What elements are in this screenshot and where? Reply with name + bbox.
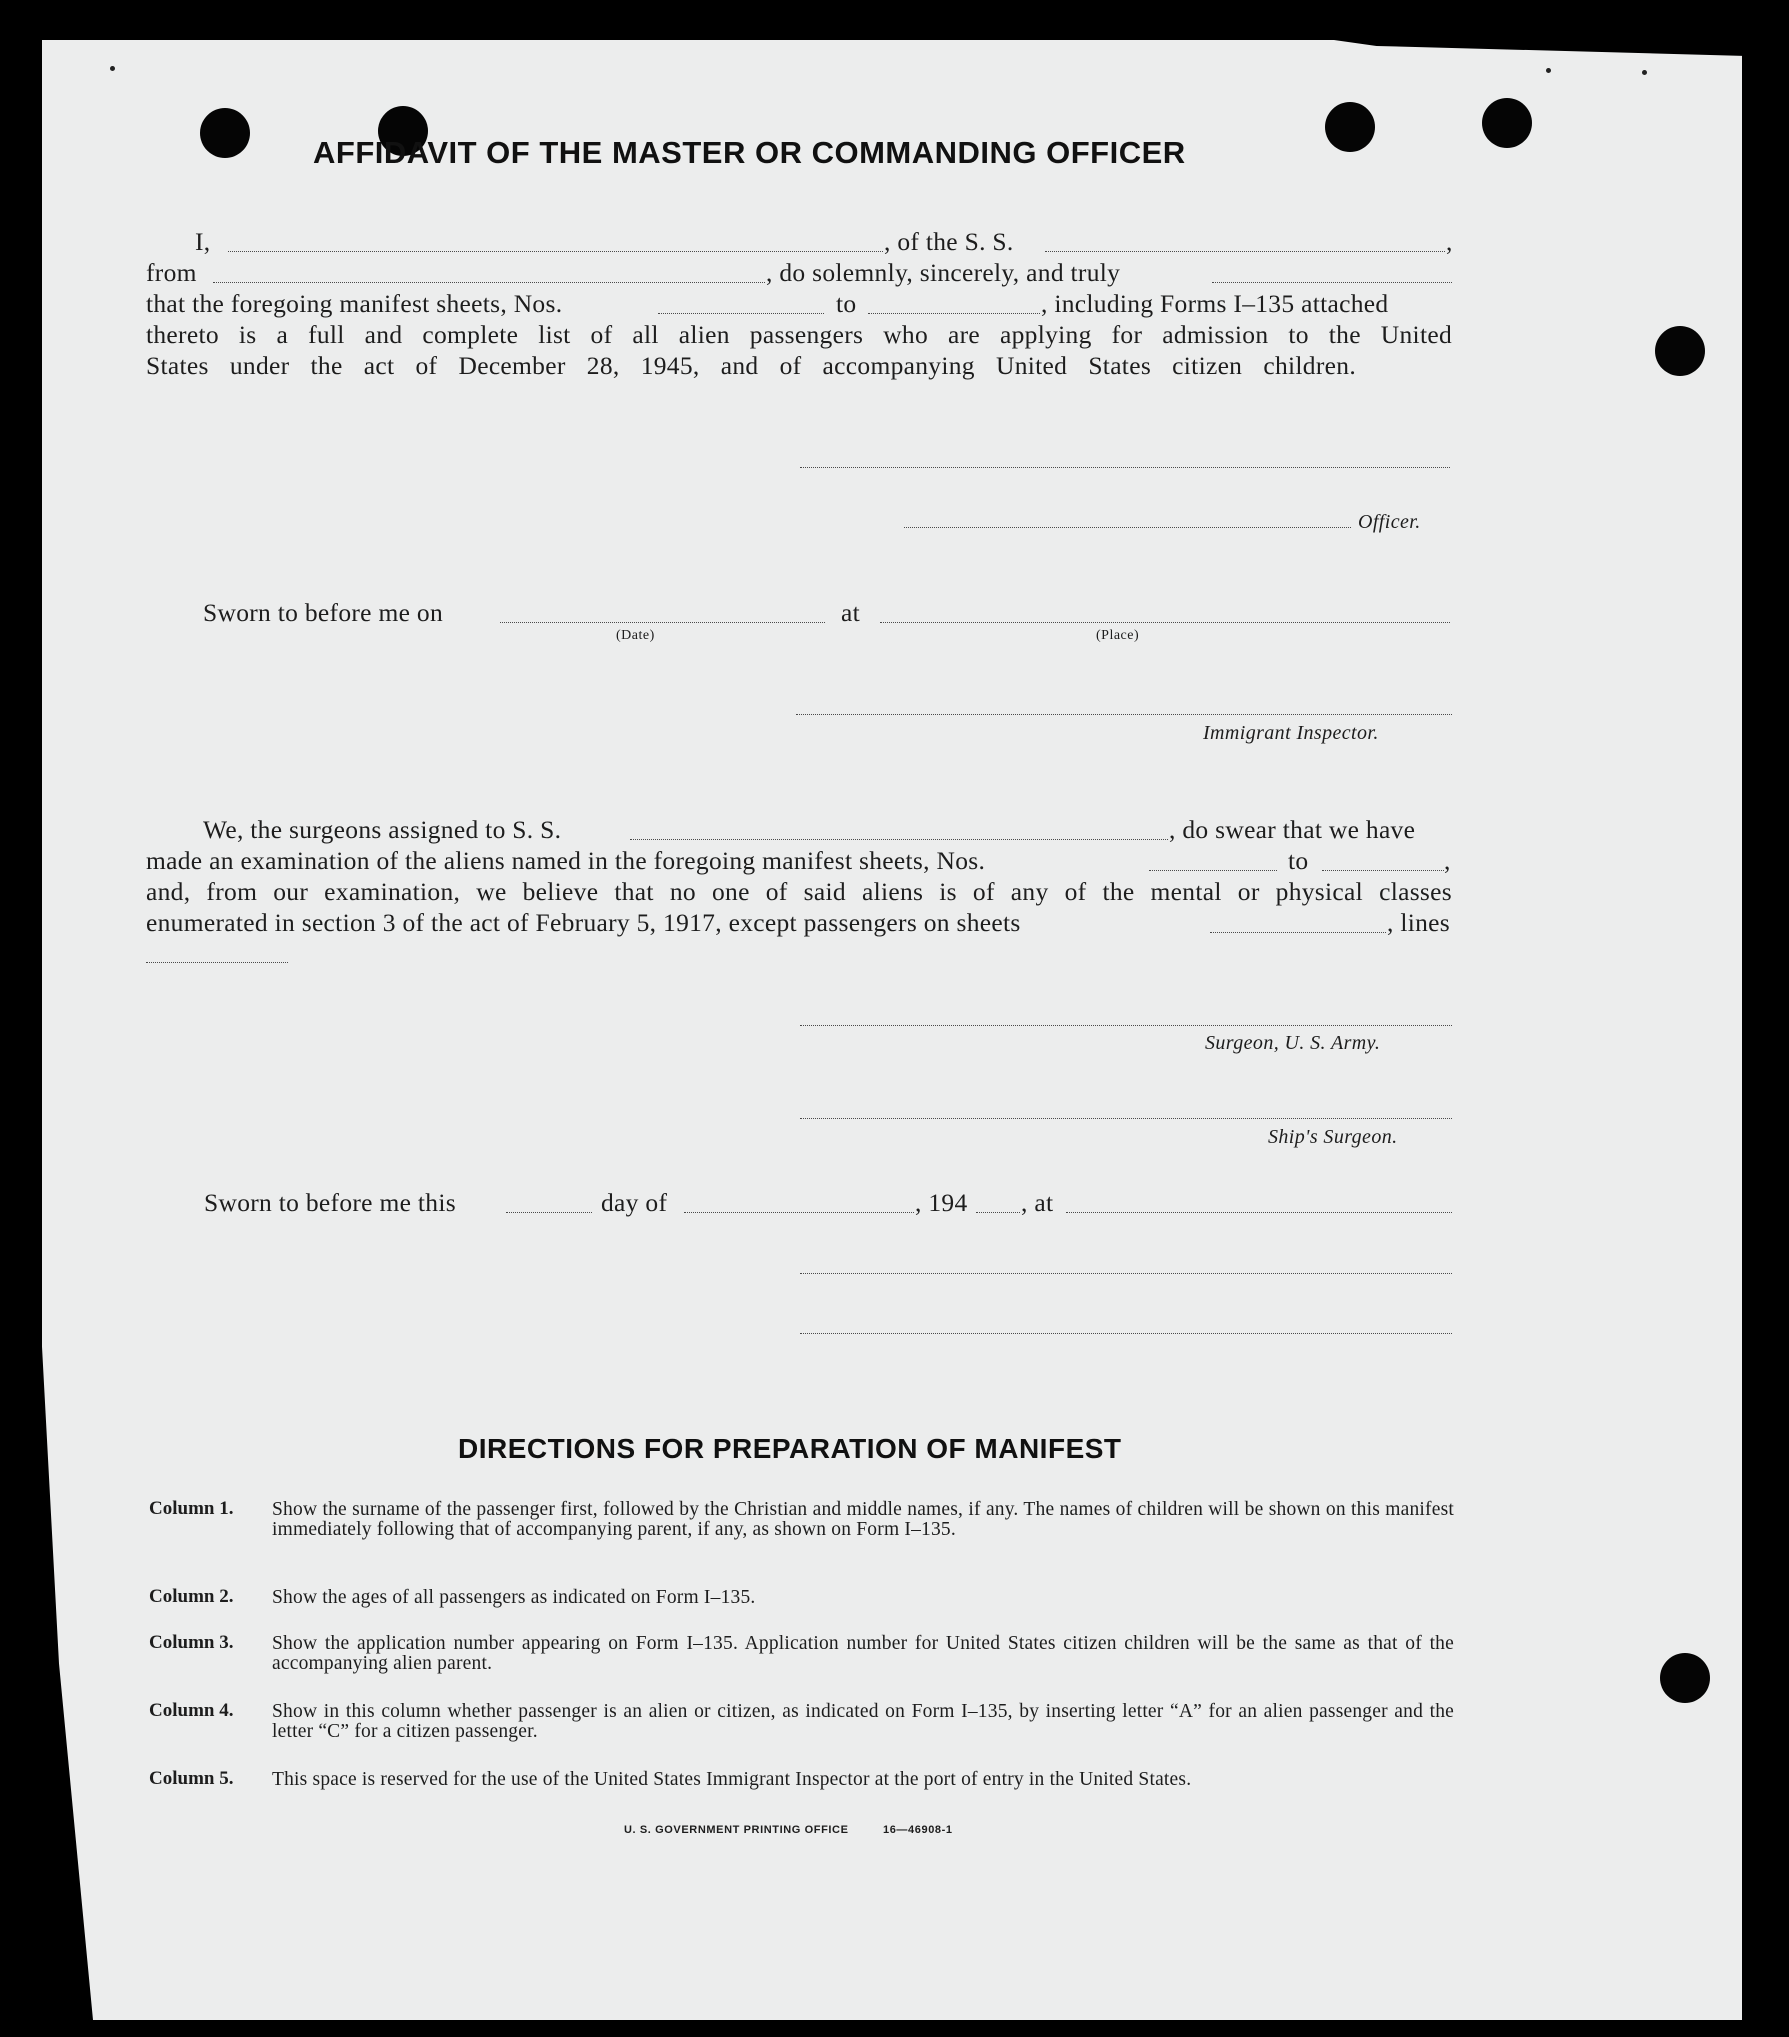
sworn2-text-1: Sworn to before me this — [204, 1188, 456, 1217]
oath-field[interactable] — [1212, 282, 1452, 283]
text-manifest-sheets: that the foregoing manifest sheets, Nos. — [146, 289, 563, 318]
surgeons-text-comma: , — [1444, 846, 1451, 875]
sworn2-text-at: , at — [1021, 1188, 1054, 1217]
surgeons-ship-field[interactable] — [630, 839, 1168, 840]
surgeons-sheet-to-field[interactable] — [1322, 870, 1444, 871]
ship-surgeon-signature-line[interactable] — [800, 1118, 1452, 1119]
text-comma: , — [1446, 227, 1453, 256]
direction-text: Show the application number appearing on Form I–135. Application number for United States citizen children will be the same as that of the accompanying alien parent. — [272, 1633, 1454, 1674]
affidavit-line-4: thereto is a full and complete list of all alien passengers who are applying for admission to the United — [146, 320, 1452, 349]
place-caption: (Place) — [1096, 628, 1140, 643]
text-of-the-ss: , of the S. S. — [884, 227, 1014, 256]
direction-label: Column 2. — [149, 1586, 234, 1607]
officer-label: Officer. — [1358, 511, 1421, 533]
direction-text: Show the ages of all passengers as indicated on Form I–135. — [272, 1587, 756, 1608]
surgeons-text-4: enumerated in section 3 of the act of February 5, 1917, except passengers on sheets — [146, 908, 1021, 937]
direction-label: Column 4. — [149, 1700, 234, 1721]
master-name-field[interactable] — [228, 251, 883, 252]
direction-label: Column 5. — [149, 1768, 234, 1789]
ship-surgeon-label: Ship's Surgeon. — [1268, 1126, 1398, 1148]
surgeons-line-3: and, from our examination, we believe that no one of said aliens is of any of the mental or physical classes — [146, 877, 1452, 906]
sworn-on-text: Sworn to before me on — [203, 598, 443, 627]
except-sheets-field[interactable] — [1210, 932, 1386, 933]
punch-hole — [1325, 102, 1375, 152]
text-do-solemnly: , do solemnly, sincerely, and truly — [766, 258, 1121, 287]
sworn-at-text: at — [841, 598, 861, 627]
sworn2-signature-line-2[interactable] — [800, 1333, 1452, 1334]
punch-hole — [1655, 326, 1705, 376]
sworn2-text-year: , 194 — [915, 1188, 968, 1217]
affidavit-line-5: States under the act of December 28, 1945, and of accompanying United States citizen children. — [146, 351, 1356, 380]
officer-signature-line-2[interactable] — [904, 527, 1351, 528]
sworn-date-field[interactable] — [500, 622, 825, 623]
affidavit-title: AFFIDAVIT OF THE MASTER OR COMMANDING OFFICER — [313, 135, 1186, 170]
directions-title: DIRECTIONS FOR PREPARATION OF MANIFEST — [458, 1433, 1122, 1464]
punch-hole — [1482, 98, 1532, 148]
sworn-place-field[interactable] — [880, 622, 1450, 623]
speck — [110, 66, 115, 71]
surgeons-text-1: We, the surgeons assigned to S. S. — [203, 815, 562, 844]
date-caption: (Date) — [616, 628, 655, 643]
direction-text: Show in this column whether passenger is an alien or citizen, as indicated on Form I–135, by inserting letter “A” for an alien passenger and the letter “C” for a citizen passenger. — [272, 1701, 1454, 1742]
inspector-signature-line[interactable] — [796, 714, 1452, 715]
army-surgeon-signature-line[interactable] — [800, 1025, 1452, 1026]
sheet-to-field[interactable] — [868, 313, 1040, 314]
army-surgeon-label: Surgeon, U. S. Army. — [1205, 1032, 1381, 1054]
surgeons-sheet-from-field[interactable] — [1149, 870, 1277, 871]
direction-label: Column 3. — [149, 1632, 234, 1653]
port-from-field[interactable] — [213, 282, 765, 283]
sheet-from-field[interactable] — [658, 313, 824, 314]
form-code: 16—46908-1 — [883, 1824, 953, 1836]
punch-hole — [1660, 1653, 1710, 1703]
sworn2-text-day-of: day of — [601, 1188, 668, 1217]
except-lines-field[interactable] — [146, 962, 288, 963]
sworn2-signature-line-1[interactable] — [800, 1273, 1452, 1274]
sworn2-year-field[interactable] — [976, 1212, 1020, 1213]
text-including-forms: , including Forms I–135 attached — [1041, 289, 1389, 318]
inspector-label: Immigrant Inspector. — [1203, 722, 1379, 744]
punch-hole — [200, 108, 250, 158]
ship-name-field[interactable] — [1045, 251, 1445, 252]
direction-text: Show the surname of the passenger first, followed by the Christian and middle names, if any. The names of children will be shown on this manifest immediately following that of accompanying parent, if any, as shown on Form I–135. — [272, 1499, 1454, 1540]
direction-label: Column 1. — [149, 1498, 234, 1519]
sworn2-place-field[interactable] — [1066, 1212, 1452, 1213]
speck — [1642, 70, 1647, 75]
printing-office: U. S. GOVERNMENT PRINTING OFFICE — [624, 1824, 849, 1836]
surgeons-text-lines: , lines — [1387, 908, 1451, 937]
direction-text: This space is reserved for the use of the United States Immigrant Inspector at the port of entry in the United States. — [272, 1769, 1192, 1790]
text-to: to — [836, 289, 857, 318]
surgeons-text-2: , do swear that we have — [1169, 815, 1416, 844]
surgeons-text-to: to — [1288, 846, 1309, 875]
surgeons-text-3: made an examination of the aliens named in the foregoing manifest sheets, Nos. — [146, 846, 986, 875]
sworn2-month-field[interactable] — [684, 1212, 914, 1213]
text-from: from — [146, 258, 197, 287]
sworn2-day-field[interactable] — [506, 1212, 592, 1213]
officer-signature-line-1[interactable] — [800, 467, 1450, 468]
speck — [1546, 68, 1551, 73]
text-i: I, — [195, 227, 211, 256]
